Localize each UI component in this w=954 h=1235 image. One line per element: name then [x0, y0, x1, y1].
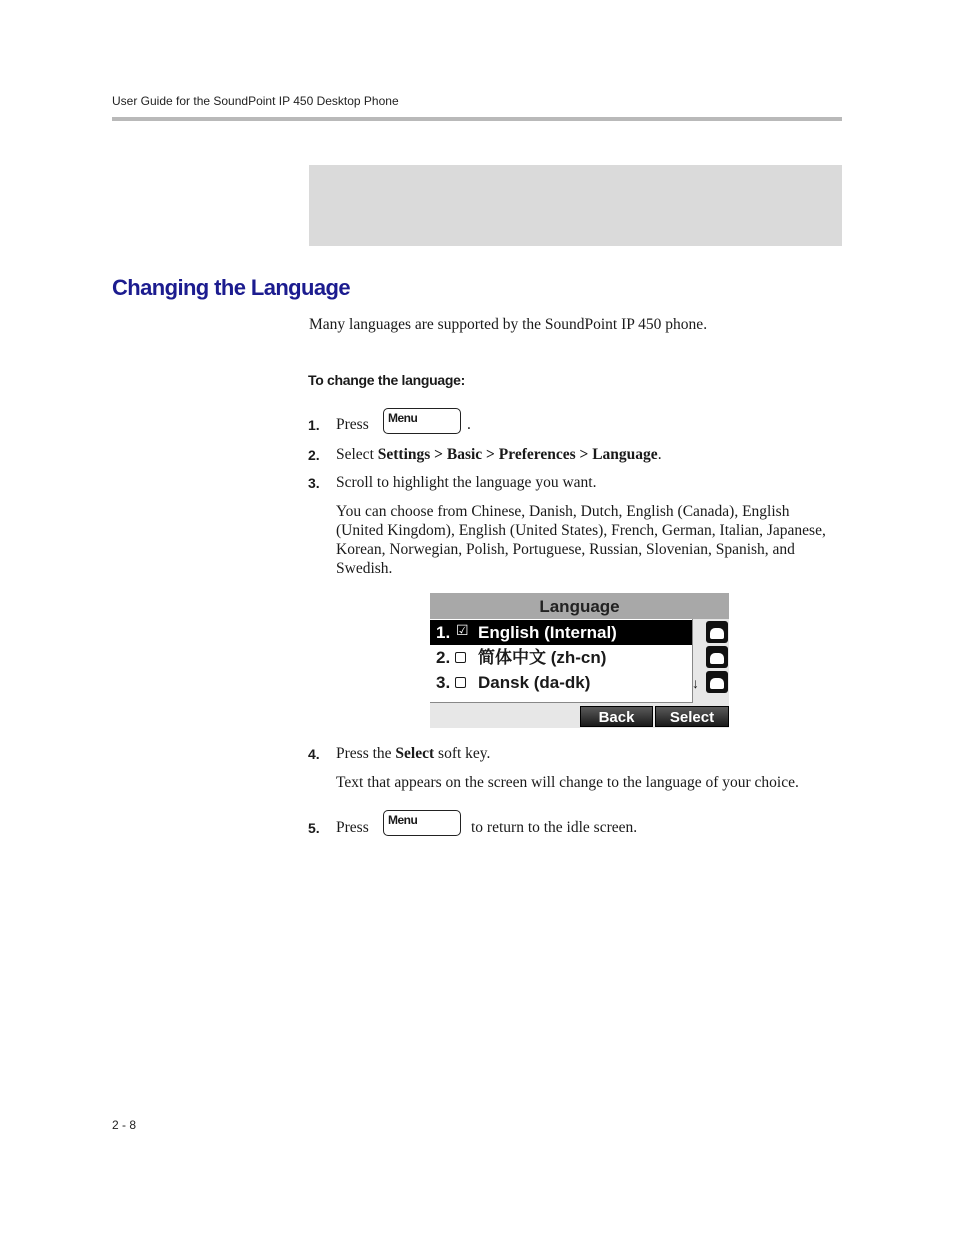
step-number: 3. — [308, 475, 320, 491]
select-softkey: Select — [655, 706, 729, 727]
softkey-name: Select — [395, 745, 435, 762]
step-text-suffix: . — [467, 416, 471, 433]
step-text-suffix: to return to the idle screen. — [471, 819, 638, 836]
menu-key-icon — [383, 810, 461, 836]
step-text: Select Settings > Basic > Preferences > Language. — [336, 446, 662, 463]
menu-path: Settings > Basic > Preferences > Language — [377, 446, 658, 463]
step-text: Press the Select soft key. — [336, 745, 491, 762]
language-list-note: You can choose from Chinese, Danish, Dutch, English (Canada), English (United Kingdom), English (United States), French, German, Italian, Japanese, Korean, Norwegian, Polish, Portuguese, Russian, Slovenian, Spanish, and Swedish. — [336, 503, 826, 577]
phone-line-icon — [706, 621, 728, 643]
menu-key-icon — [383, 408, 461, 434]
list-item: 1. ☑ English (Internal) — [430, 620, 692, 645]
list-item: 3. Dansk (da-dk) — [436, 673, 591, 692]
language-list — [430, 619, 693, 703]
menu-key-label: Menu — [388, 411, 418, 425]
step-text: Scroll to highlight the language you want. — [336, 474, 597, 491]
phone-line-icon — [706, 646, 728, 668]
screen-title: Language — [430, 593, 729, 619]
scroll-down-arrow-icon: ↓ — [692, 677, 699, 692]
back-softkey: Back — [580, 706, 653, 727]
phone-screen-image — [430, 593, 729, 728]
list-item: 2. 简体中文 (zh-cn) — [436, 648, 607, 667]
menu-key-label: Menu — [388, 813, 418, 827]
header-rule — [112, 117, 842, 121]
checkbox-checked-icon: ☑ — [456, 622, 469, 638]
note-box — [309, 165, 842, 246]
step-number: 2. — [308, 447, 320, 463]
page-number: 2 - 8 — [112, 1118, 137, 1132]
section-title: Changing the Language — [112, 275, 350, 300]
checkbox-empty-icon — [455, 652, 466, 663]
intro-paragraph: Many languages are supported by the SoundPoint IP 450 phone. — [309, 316, 708, 333]
step-number: 5. — [308, 820, 320, 836]
step-number: 4. — [308, 746, 320, 762]
running-header: User Guide for the SoundPoint IP 450 Desktop Phone — [112, 94, 399, 108]
phone-line-icon — [706, 671, 728, 693]
checkbox-empty-icon — [455, 677, 466, 688]
step-number: 1. — [308, 417, 320, 433]
step-text: Press — [336, 416, 369, 433]
procedure-heading: To change the language: — [308, 372, 465, 388]
step-text: Press — [336, 819, 369, 836]
step-note: Text that appears on the screen will change to the language of your choice. — [336, 774, 799, 791]
